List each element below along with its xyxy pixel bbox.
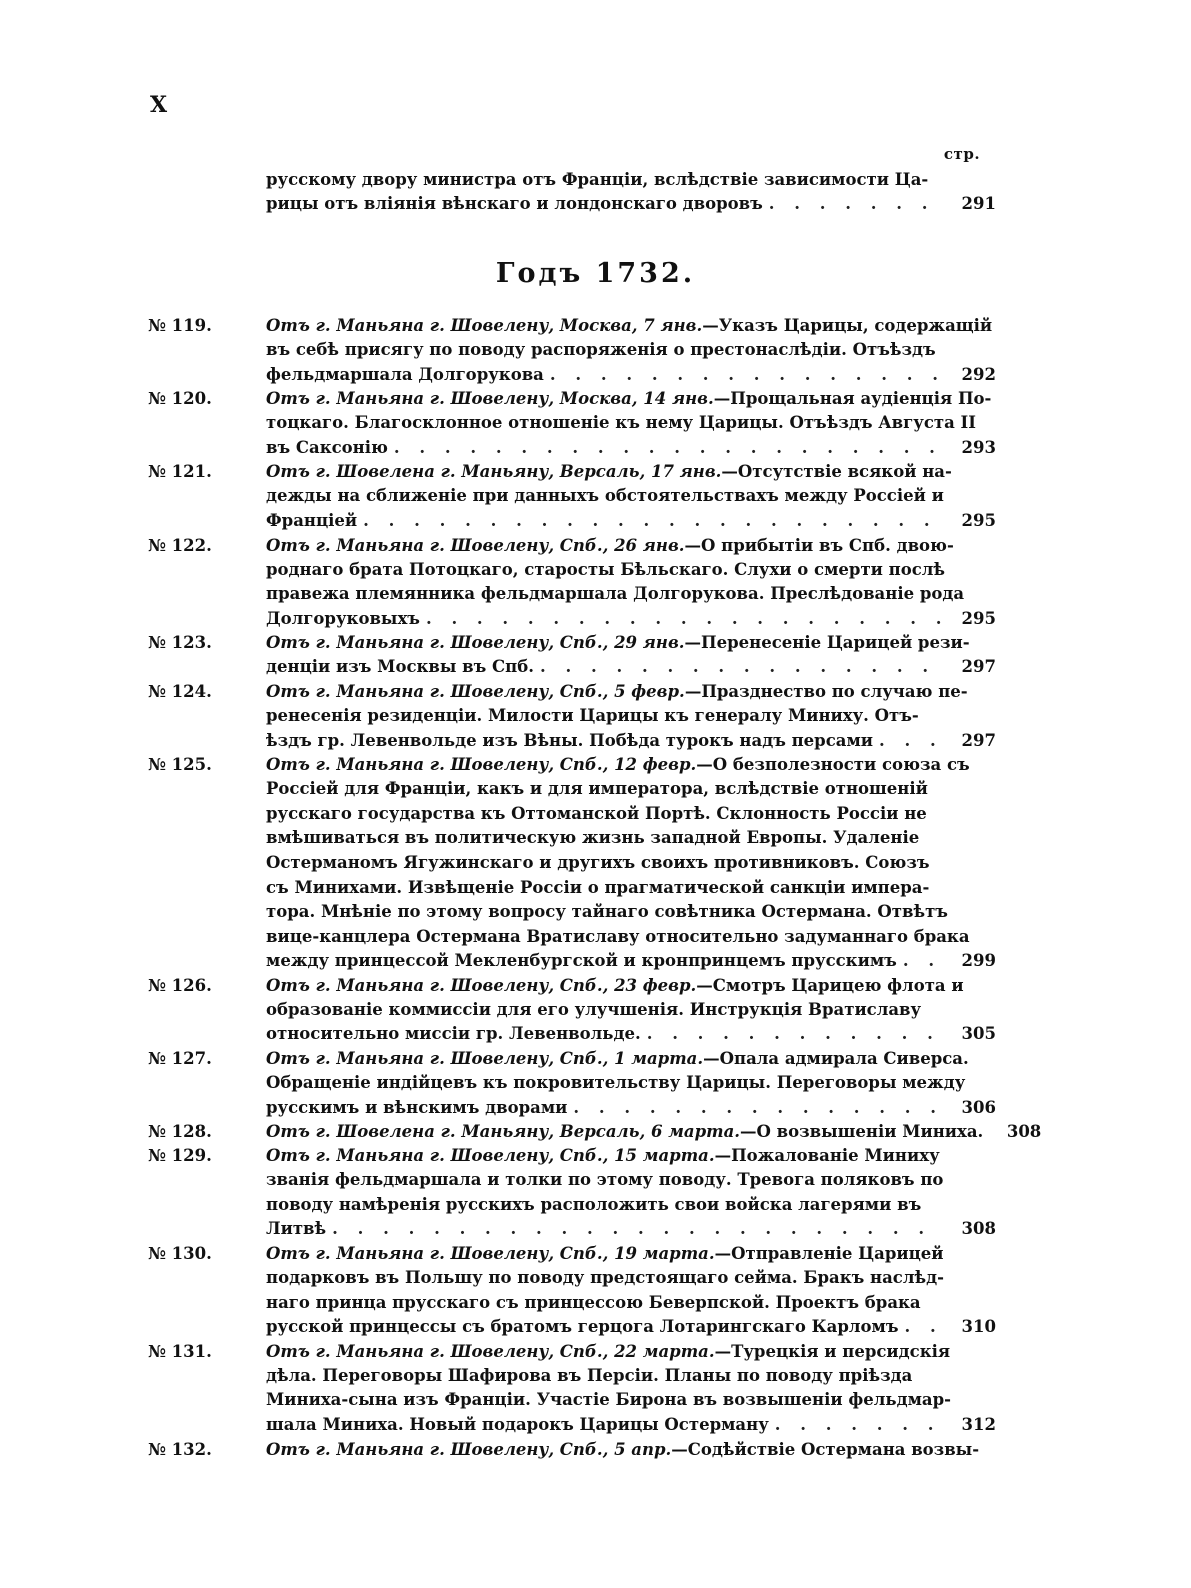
entry-line	[266, 1193, 996, 1218]
entry-line	[266, 704, 996, 729]
entry-line	[266, 509, 996, 534]
entry-correspondence: Отъ г. Маньяна г. Шовелену, Спб., 12 февр.	[266, 755, 697, 775]
entry-number-text: № 130.	[148, 1244, 212, 1264]
entry-text: вмѣшиваться въ политическую жизнь западной Европы. Удаленіе	[266, 828, 920, 848]
entry-first-line	[266, 534, 996, 558]
entry-number-text: № 124.	[148, 681, 212, 701]
page-number: 305	[961, 1024, 996, 1044]
entry-number	[148, 631, 266, 656]
entry-text: Миниха-сына изъ Франціи. Участіе Бирона въ возвышеніи фельдмар-	[266, 1390, 951, 1410]
entry-number	[148, 974, 266, 999]
entry-correspondence: Отъ г. Маньяна г. Шовелену, Москва, 7 янв.	[266, 316, 703, 335]
entry-summary	[266, 777, 996, 974]
toc-entry	[148, 680, 996, 753]
entry-line	[266, 1388, 996, 1413]
dot-leader	[573, 1096, 944, 1121]
dot-leader	[904, 1315, 944, 1340]
entry-number	[148, 1438, 266, 1463]
entry-line	[266, 1071, 996, 1096]
entry-line	[266, 582, 996, 607]
entry-number-text: № 127.	[148, 1049, 212, 1069]
entry-correspondence: Отъ г. Маньяна г. Шовелену, Спб., 22 марта.	[266, 1341, 715, 1361]
entry-line	[266, 802, 996, 827]
entry-summary-start: —Опала адмирала Сиверса.	[703, 1049, 969, 1069]
continuation-line	[266, 168, 996, 192]
entry-text: Россіей для Франціи, какъ и для императора, вслѣдствіе отношеній	[266, 779, 928, 799]
entry-number	[148, 1340, 266, 1365]
entry-summary-start: —Турецкія и персидскія	[714, 1341, 951, 1361]
entry-line	[266, 436, 996, 461]
page-number: 295	[961, 510, 996, 530]
toc-entry	[148, 631, 996, 680]
entry-number-text: № 119.	[148, 316, 212, 335]
page-number: 297	[961, 730, 996, 750]
entry-summary-start: —Перенесеніе Царицей рези-	[684, 633, 970, 653]
page-number: 308	[1006, 1122, 1042, 1142]
entry-number-text: № 128.	[148, 1122, 212, 1142]
entry-summary	[266, 655, 996, 680]
entry-first-line	[266, 314, 996, 338]
entries-list	[148, 314, 1042, 1462]
entry-correspondence: Отъ г. Маньяна г. Шовелену, Спб., 23 февр.	[266, 975, 697, 995]
entry-summary	[266, 1168, 996, 1242]
entry-text: фельдмаршала Долгорукова	[266, 364, 544, 384]
page-number: 299	[961, 951, 996, 971]
entry-summary	[266, 1364, 996, 1438]
entry-first-line	[266, 460, 996, 484]
entry-text: русской принцессы съ братомъ герцога Лотарингскаго Карломъ	[266, 1317, 899, 1337]
entry-first-line	[266, 1438, 996, 1462]
entry-number-text: № 120.	[148, 389, 212, 409]
entry-number-text: № 129.	[148, 1146, 212, 1166]
page-number: 291	[961, 194, 996, 213]
entry-text: относительно миссіи гр. Левенвольде.	[266, 1024, 641, 1044]
entry-text: русскаго государства къ Оттоманской Портѣ. Склонность Россіи не	[266, 803, 927, 823]
entry-first-line	[266, 1120, 1042, 1144]
entry-summary-start: —Отправленіе Царицей	[714, 1244, 944, 1264]
entry-text: денціи изъ Москвы въ Спб.	[266, 657, 534, 677]
entry-text: тора. Мнѣніе по этому вопросу тайнаго совѣтника Остермана. Отвѣтъ	[266, 902, 948, 922]
entry-number	[148, 753, 266, 778]
entry-line	[266, 1266, 996, 1291]
entry-line	[266, 1315, 996, 1340]
entry-correspondence: Отъ г. Маньяна г. Шовелену, Спб., 29 янв.	[266, 633, 685, 653]
entry-first-line	[266, 1144, 996, 1168]
entry-number-text: № 122.	[148, 535, 212, 555]
entry-correspondence: Отъ г. Маньяна г. Шовелену, Спб., 26 янв.	[266, 535, 685, 555]
page-number: 292	[961, 364, 996, 384]
page-number: 312	[961, 1415, 996, 1434]
entry-text: ренесенія резиденціи. Милости Царицы къ генералу Миниху. Отъ-	[266, 705, 919, 725]
entry-text: роднаго брата Потоцкаго, старосты Бѣльскаго. Слухи о смерти послѣ	[266, 559, 946, 579]
dot-leader	[769, 192, 944, 216]
entry-line	[266, 1291, 996, 1316]
entry-correspondence: Отъ г. Маньяна г. Шовелену, Спб., 19 марта.	[266, 1244, 715, 1264]
toc-entry	[148, 460, 996, 533]
entry-line	[266, 607, 996, 632]
entry-text: поводу намѣренія русскихъ расположить свои войска лагерями въ	[266, 1194, 922, 1214]
toc-entry	[148, 1438, 996, 1462]
entry-summary-start: —Указъ Царицы, содержащій	[702, 316, 993, 335]
toc-entry	[148, 753, 996, 974]
dot-leader	[879, 729, 944, 754]
toc-entry	[148, 534, 996, 632]
entry-number	[148, 1144, 266, 1169]
entry-text: русскимъ и вѣнскимъ дворами	[266, 1097, 568, 1117]
year-heading: Годъ 1732.	[495, 258, 696, 289]
entry-line	[266, 998, 996, 1023]
entry-correspondence: Отъ г. Маньяна г. Шовелену, Спб., 5 февр.	[266, 681, 685, 701]
toc-entry	[148, 314, 996, 387]
toc-entry	[148, 1144, 996, 1242]
entry-summary-start: —Смотръ Царицею флота и	[696, 975, 964, 995]
entry-first-line	[266, 1340, 996, 1364]
entry-text: Обращеніе индійцевъ къ покровительству Царицы. Переговоры между	[266, 1073, 966, 1093]
entry-summary	[266, 484, 996, 533]
entry-number-text: № 132.	[148, 1439, 212, 1459]
dot-leader	[332, 1217, 944, 1242]
dot-leader	[363, 509, 944, 534]
entry-text: дежды на сближеніе при данныхъ обстоятельствахъ между Россіей и	[266, 486, 944, 506]
page-number: 308	[961, 1219, 996, 1239]
dot-leader	[550, 363, 944, 388]
entry-line	[266, 411, 996, 436]
toc-entry	[148, 1120, 1042, 1144]
dot-leader	[426, 607, 944, 632]
entry-number-text: № 121.	[148, 462, 212, 482]
page-number: 310	[961, 1317, 996, 1337]
entry-text: въ себѣ присягу по поводу распоряженія о престонаслѣдіи. Отъѣздъ	[266, 340, 936, 359]
entry-line	[266, 484, 996, 509]
toc-entry	[148, 1242, 996, 1340]
entry-number	[148, 1047, 266, 1072]
entry-first-line	[266, 1242, 996, 1266]
continuation-line	[266, 192, 996, 216]
entry-number	[148, 680, 266, 705]
entry-number	[148, 460, 266, 485]
continuation-entry	[266, 168, 996, 216]
dot-leader	[647, 1022, 944, 1047]
entry-line	[266, 777, 996, 802]
entry-number	[148, 534, 266, 559]
continuation-text: рицы отъ вліянія вѣнскаго и лондонскаго дворовъ	[266, 194, 763, 213]
entry-number	[148, 1120, 266, 1145]
entry-line	[266, 876, 996, 901]
dot-leader	[903, 949, 944, 974]
entry-text: правежа племянника фельдмаршала Долгорукова. Преслѣдованіе рода	[266, 584, 965, 604]
entry-text: Долгоруковыхъ	[266, 608, 420, 628]
toc-entry	[148, 1047, 996, 1120]
entry-summary-start: —О возвышеніи Миниха.	[740, 1122, 984, 1142]
page-column-header: стр.	[943, 145, 981, 163]
entry-line	[266, 363, 996, 388]
entry-number	[148, 387, 266, 412]
entry-summary	[266, 558, 996, 632]
entry-summary	[266, 411, 996, 460]
entry-number	[148, 1242, 266, 1267]
entry-text: образованіе коммиссіи для его улучшенія. Инструкція Вратиславу	[266, 999, 922, 1019]
entry-number-text: № 125.	[148, 755, 212, 775]
entry-text: Литвѣ	[266, 1219, 327, 1239]
page-number: 295	[961, 608, 996, 628]
entry-summary	[266, 1071, 996, 1120]
dot-leader	[540, 655, 944, 680]
entry-correspondence: Отъ г. Маньяна г. Шовелену, Спб., 1 марта.	[266, 1049, 704, 1069]
page-number: 297	[961, 657, 996, 677]
entry-number	[148, 314, 266, 339]
entry-text: ѣздъ гр. Левенвольде изъ Вѣны. Побѣда турокъ надъ персами	[266, 730, 874, 750]
entry-summary-start: —Содѣйствіе Остермана возвы-	[671, 1439, 980, 1459]
entry-summary-start: —О безполезности союза съ	[696, 755, 970, 775]
entry-text: шала Миниха. Новый подарокъ Царицы Остерману	[266, 1415, 769, 1434]
page-number: 293	[961, 437, 996, 457]
entry-number-text: № 126.	[148, 975, 212, 995]
entry-correspondence: Отъ г. Шовелена г. Маньяну, Версаль, 6 марта.	[266, 1122, 741, 1142]
entry-line	[266, 558, 996, 583]
entry-text: подарковъ въ Польшу по поводу предстоящаго сейма. Бракъ наслѣд-	[266, 1268, 944, 1288]
entry-summary	[266, 998, 996, 1047]
entry-line	[266, 1022, 996, 1047]
toc-entry	[148, 387, 996, 460]
entry-line	[266, 1217, 996, 1242]
entry-first-line	[266, 680, 996, 704]
entry-text: дѣла. Переговоры Шафирова въ Персіи. Планы по поводу пріѣзда	[266, 1365, 913, 1385]
entry-line	[266, 1364, 996, 1389]
dot-leader	[394, 436, 944, 461]
entry-first-line	[266, 974, 996, 998]
entry-text: съ Минихами. Извѣщеніе Россіи о прагматической санкціи импера-	[266, 877, 930, 897]
entry-summary	[266, 338, 996, 387]
toc-entry	[148, 974, 996, 1047]
entry-line	[266, 925, 996, 950]
entry-text: Франціей	[266, 510, 358, 530]
entry-summary	[266, 704, 996, 753]
entry-text: въ Саксонію	[266, 437, 388, 457]
entry-summary-start: —О прибытіи въ Спб. двою-	[684, 535, 954, 555]
entry-text: наго принца прусскаго съ принцессою Беверпской. Проектъ брака	[266, 1292, 921, 1312]
page-number: 306	[961, 1097, 996, 1117]
entry-correspondence: Отъ г. Маньяна г. Шовелену, Москва, 14 янв.	[266, 389, 714, 409]
page-numeral: X	[150, 92, 168, 118]
entry-line	[266, 338, 996, 363]
entry-text: между принцессой Мекленбургской и кронпринцемъ прусскимъ	[266, 951, 897, 971]
entry-first-line	[266, 631, 996, 655]
toc-entry	[148, 1340, 996, 1438]
entry-first-line	[266, 753, 996, 777]
entry-line	[266, 851, 996, 876]
entry-first-line	[266, 1047, 996, 1071]
entry-line	[266, 729, 996, 754]
entry-summary-start: —Прощальная аудіенція По-	[713, 389, 992, 409]
entry-summary-start: —Отсутствіе всякой на-	[721, 462, 952, 482]
entry-text: званія фельдмаршала и толки по этому поводу. Тревога поляковъ по	[266, 1170, 944, 1190]
entry-line	[266, 900, 996, 925]
entry-number-text: № 131.	[148, 1341, 212, 1361]
entry-correspondence: Отъ г. Шовелена г. Маньяну, Версаль, 17 янв.	[266, 462, 722, 482]
entry-text: тоцкаго. Благосклонное отношеніе къ нему Царицы. Отъѣздъ Августа II	[266, 413, 976, 433]
entry-summary-start: —Пожалованіе Миниху	[714, 1146, 940, 1166]
entry-line	[266, 826, 996, 851]
entry-correspondence: Отъ г. Маньяна г. Шовелену, Спб., 5 апр.	[266, 1439, 672, 1459]
entry-line	[266, 655, 996, 680]
entry-summary	[266, 1266, 996, 1340]
entry-line	[266, 1096, 996, 1121]
entry-line	[266, 1413, 996, 1438]
entry-line	[266, 1168, 996, 1193]
entry-summary-start: —Празднество по случаю пе-	[684, 681, 968, 701]
entry-correspondence: Отъ г. Маньяна г. Шовелену, Спб., 15 марта.	[266, 1146, 715, 1166]
entry-number-text: № 123.	[148, 633, 212, 653]
entry-line	[266, 949, 996, 974]
dot-leader	[775, 1413, 944, 1438]
continuation-text: русскому двору министра отъ Франціи, вслѣдствіе зависимости Ца-	[266, 170, 929, 189]
entry-text: Остерманомъ Ягужинскаго и другихъ своихъ противниковъ. Союзъ	[266, 852, 930, 872]
entry-text: вице-канцлера Остермана Вратиславу относительно задуманнаго брака	[266, 926, 970, 946]
entry-first-line	[266, 387, 996, 411]
